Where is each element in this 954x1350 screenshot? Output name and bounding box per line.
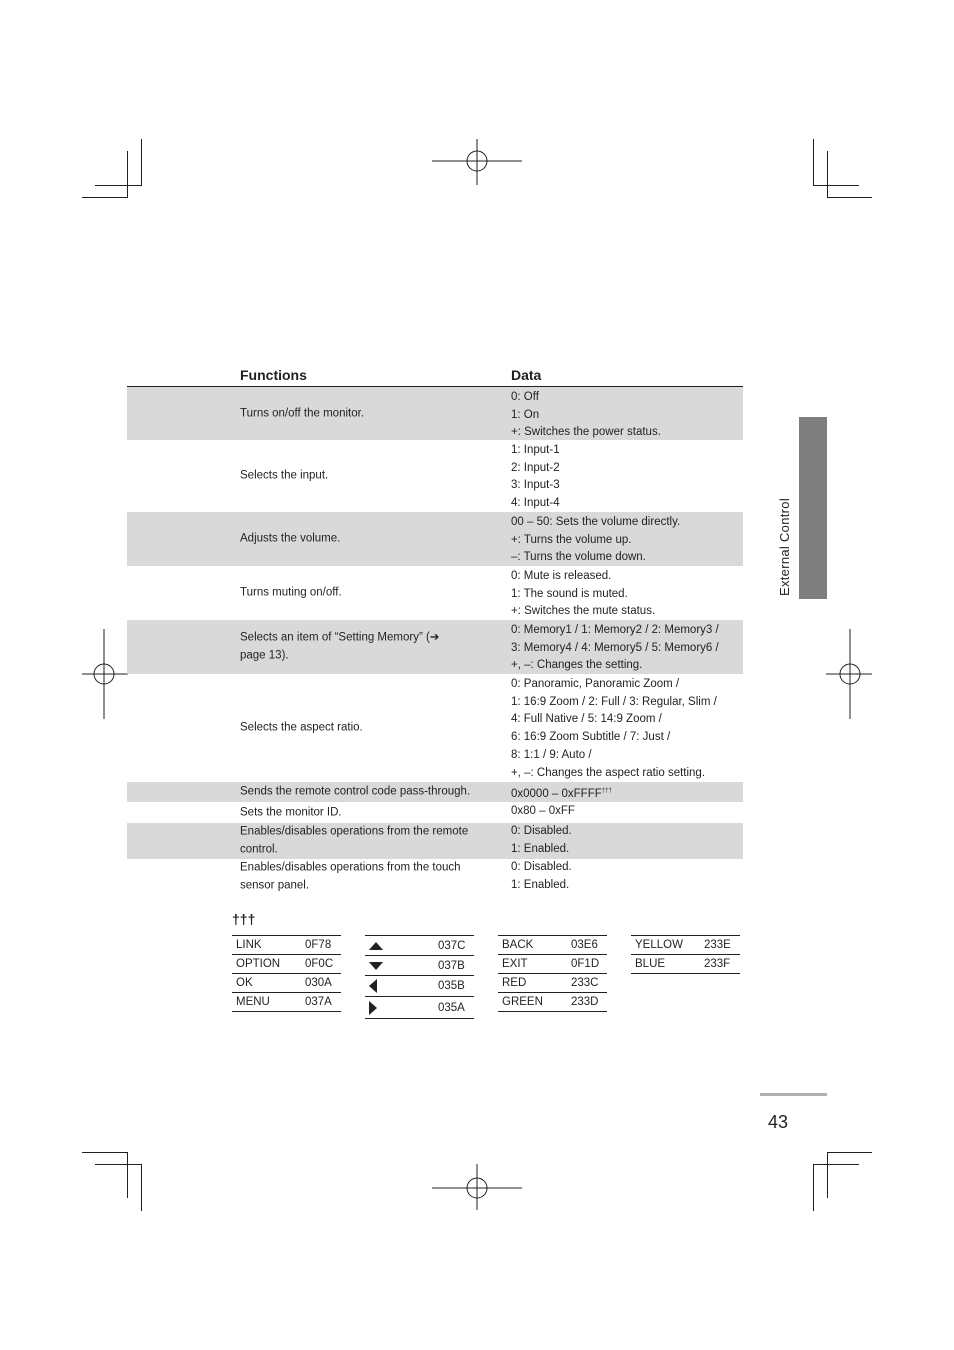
data-cell: 0: Memory1 / 1: Memory2 / 2: Memory3 / 3: Memory4 / 4: Memory5 / 5: Memory6 / +, –: Changes the setting. (511, 624, 719, 672)
function-cell: Selects the aspect ratio. (240, 720, 363, 733)
arrow-up-icon (369, 942, 383, 950)
function-cell: Enables/disables operations from the touch sensor panel. (240, 861, 461, 891)
table-row (365, 936, 474, 956)
key-code: 037C (438, 939, 466, 952)
arrow-left-icon (369, 979, 377, 993)
registration-mark-top (432, 139, 522, 185)
table-row (127, 387, 743, 440)
table-row (127, 440, 743, 512)
crop-mark (827, 1152, 828, 1198)
key-code: 035B (438, 980, 465, 992)
function-cell: Selects an item of “Setting Memory” (➔ page 13). (240, 631, 440, 661)
key-code: 035A (438, 1001, 465, 1014)
table-row (127, 823, 743, 859)
table-row (365, 956, 474, 976)
dagger-marker: ††† (601, 788, 612, 794)
table-row (127, 620, 743, 674)
crop-mark (95, 185, 142, 186)
section-tab (799, 417, 827, 599)
key-code: 0F78 (305, 939, 332, 951)
crop-mark (827, 197, 872, 198)
key-code-table (631, 935, 740, 974)
key-code: 030A (305, 977, 332, 989)
key-code: 233E (704, 939, 731, 951)
key-code: 037A (305, 996, 332, 1008)
table-row (631, 936, 740, 955)
data-cell: 0x0000 – 0xFFFF††† (511, 787, 612, 800)
key-name: LINK (236, 939, 262, 951)
function-cell: Sends the remote control code pass-through. (240, 785, 471, 798)
table-row (127, 859, 743, 895)
data-cell: 0x80 – 0xFF (511, 805, 575, 817)
crop-mark (127, 1152, 128, 1198)
data-cell: 00 – 50: Sets the volume directly. +: Turns the volume up. –: Turns the volume down. (511, 516, 681, 564)
table-row (127, 512, 743, 566)
function-cell: Turns muting on/off. (240, 586, 342, 599)
arrow-down-icon (369, 962, 383, 970)
registration-mark-left (82, 629, 128, 719)
crop-mark (813, 139, 814, 186)
page-number-rule (760, 1093, 827, 1096)
crop-mark (82, 1152, 128, 1153)
section-label: External Control (777, 497, 792, 597)
crop-mark (813, 1164, 814, 1211)
crop-mark (827, 151, 828, 198)
data-cell: 0: Panoramic, Panoramic Zoom / 1: 16:9 Zoom / 2: Full / 3: Regular, Slim / 4: Full Native / 5: 14:9 Zoom / 6: 16:9 Zoom Subtitle / 7: Just / 8: 1:1 / 9: Auto / +, –: Changes the aspect ratio setting. (511, 678, 717, 779)
function-cell: Sets the monitor ID. (240, 805, 342, 818)
function-cell: Adjusts the volume. (240, 532, 341, 545)
crop-mark (141, 139, 142, 186)
key-code: 03E6 (571, 939, 598, 951)
crop-mark (813, 185, 859, 186)
data-cell: 0: Off 1: On +: Switches the power status. (511, 391, 661, 439)
key-code-table (365, 935, 474, 1019)
key-name: YELLOW (635, 939, 683, 951)
table-row (498, 936, 607, 955)
table-row (631, 955, 740, 974)
crop-mark (813, 1164, 859, 1165)
key-code: 0F0C (305, 958, 334, 970)
key-code-table (232, 935, 341, 1012)
crop-mark (82, 197, 128, 198)
data-cell: 0: Mute is released. 1: The sound is muted. +: Switches the mute status. (511, 570, 656, 618)
table-row (498, 974, 607, 993)
key-name: BLUE (635, 958, 666, 970)
function-cell: Turns on/off the monitor. (240, 406, 365, 419)
key-code: 0F1D (571, 958, 600, 970)
table-row (365, 976, 474, 997)
data-cell: 1: Input-1 2: Input-2 3: Input-3 4: Input-4 (511, 444, 560, 510)
registration-mark-bottom (432, 1164, 522, 1210)
data-cell: 0: Disabled. 1: Enabled. (511, 825, 572, 855)
function-cell: Selects the input. (240, 469, 329, 482)
function-cell: Enables/disables operations from the remote control. (240, 825, 469, 855)
crop-mark (127, 151, 128, 198)
table-row (127, 674, 743, 781)
table-row (232, 974, 341, 993)
key-code: 233F (704, 958, 731, 970)
key-code-table (498, 935, 607, 1012)
crop-mark (141, 1164, 142, 1211)
arrow-right-icon (369, 1001, 377, 1015)
key-name: OK (236, 977, 253, 989)
table-row (232, 936, 341, 955)
data-cell: 0: Disabled. 1: Enabled. (511, 861, 572, 891)
crop-mark (95, 1164, 142, 1165)
key-name: BACK (502, 939, 534, 951)
key-name: OPTION (236, 958, 281, 970)
table-row (365, 997, 474, 1019)
key-name: MENU (236, 996, 270, 1008)
footnote-marker: ††† (232, 911, 256, 927)
crop-mark (827, 1152, 872, 1153)
page-number: 43 (768, 1112, 789, 1132)
key-code: 233D (571, 996, 599, 1008)
data-column-header: Data (511, 367, 542, 383)
table-row (498, 955, 607, 974)
table-row (498, 993, 607, 1012)
table-row (127, 782, 743, 802)
table-row (232, 993, 341, 1012)
functions-column-header: Functions (240, 367, 307, 383)
table-row (127, 802, 743, 823)
key-name: RED (502, 977, 527, 989)
key-name: EXIT (502, 958, 528, 970)
key-code: 233C (571, 977, 599, 989)
table-row (127, 566, 743, 620)
key-name: GREEN (502, 996, 543, 1008)
key-code: 037B (438, 959, 465, 972)
registration-mark-right (826, 629, 872, 719)
table-row (232, 955, 341, 974)
